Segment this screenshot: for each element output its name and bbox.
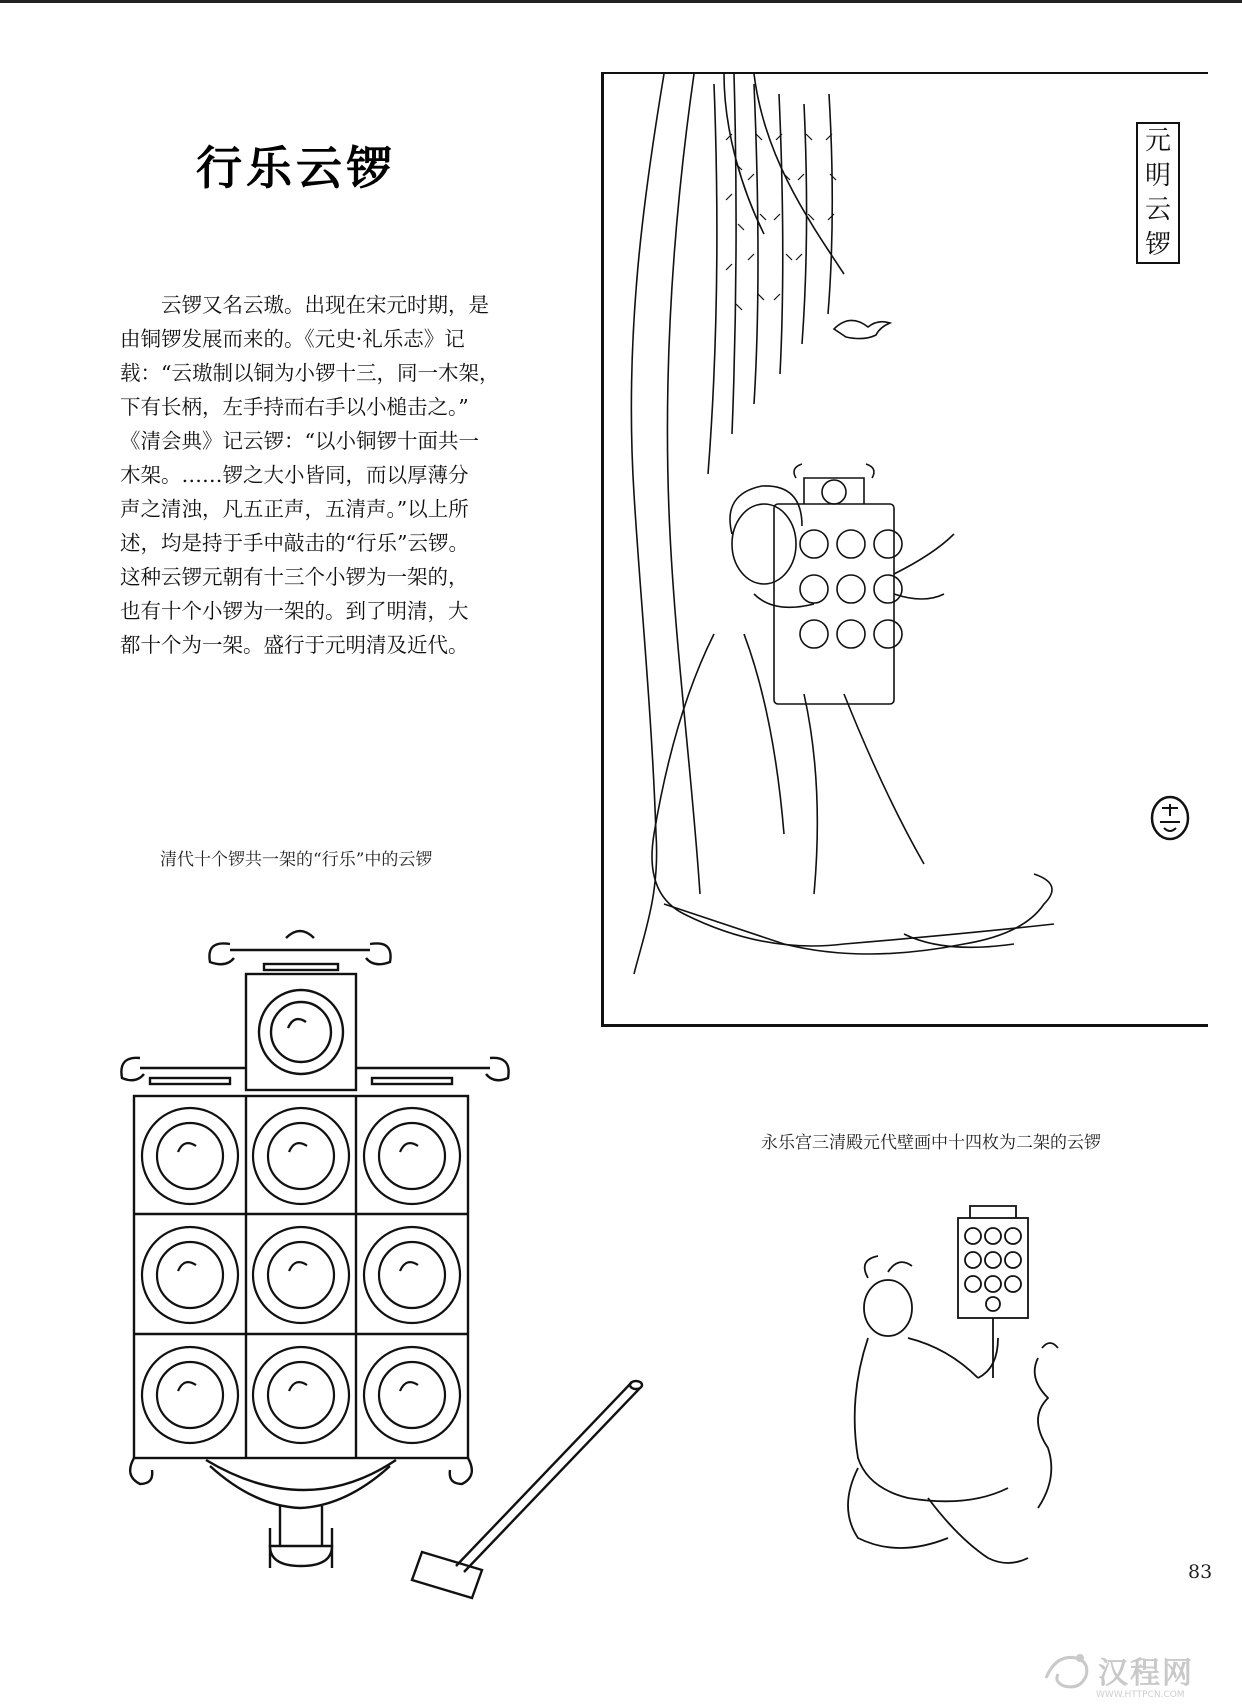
watermark-text: 汉程网 (1098, 1656, 1194, 1691)
paragraph-line: 下有长柄，左手持而右手以小槌击之。” (120, 395, 469, 419)
paragraph-line: 《清会典》记云锣：“以小铜锣十面共一 (120, 429, 479, 453)
watermark-logo-icon (1040, 1648, 1092, 1692)
seal-stamp-icon (1148, 794, 1192, 842)
paragraph-line: 这种云锣元朝有十三个小锣为一架的， (120, 565, 469, 589)
caption-yongle-palace: 永乐宫三清殿元代壁画中十四枚为二架的云锣 (761, 1133, 1101, 1153)
paragraph-line: 木架。……锣之大小皆同，而以厚薄分 (120, 463, 469, 487)
paragraph-line: 由铜锣发展而来的。《元史·礼乐志》记 (120, 327, 465, 351)
paragraph-line: 都十个为一架。盛行于元明清及近代。 (120, 633, 469, 657)
top-rule (0, 0, 1242, 3)
caption-qing-yunluo: 清代十个锣共一架的“行乐”中的云锣 (160, 850, 433, 870)
page-number: 83 (1188, 1561, 1213, 1583)
page-title: 行乐云锣 (196, 141, 396, 195)
willow-tree-illustration (604, 74, 1204, 1020)
vertical-label-char: 锣 (1144, 229, 1171, 260)
paragraph-line: 也有十个小锣为一架的。到了明清，大 (120, 599, 469, 623)
paragraph-line: 声之清浊，凡五正声，五清声。”以上所 (120, 497, 469, 521)
paragraph-line: 载：“云璈制以铜为小锣十三，同一木架， (120, 361, 500, 385)
watermark-url: WWW.HTTPCN.COM (1096, 1690, 1185, 1700)
watermark (1040, 1648, 1194, 1700)
body-paragraph (120, 288, 500, 662)
vertical-label-box (1136, 122, 1180, 264)
mallet-drawing (418, 1376, 658, 1606)
paragraph-line: 云锣又名云璈。出现在宋元时期，是 (161, 293, 489, 317)
vertical-label-char: 明 (1144, 160, 1171, 191)
vertical-label-char: 元 (1144, 126, 1171, 157)
vertical-label-char: 云 (1144, 195, 1171, 226)
paragraph-line: 述，均是持于手中敲击的“行乐”云锣。 (120, 531, 469, 555)
mural-figure-drawing (828, 1198, 1088, 1578)
